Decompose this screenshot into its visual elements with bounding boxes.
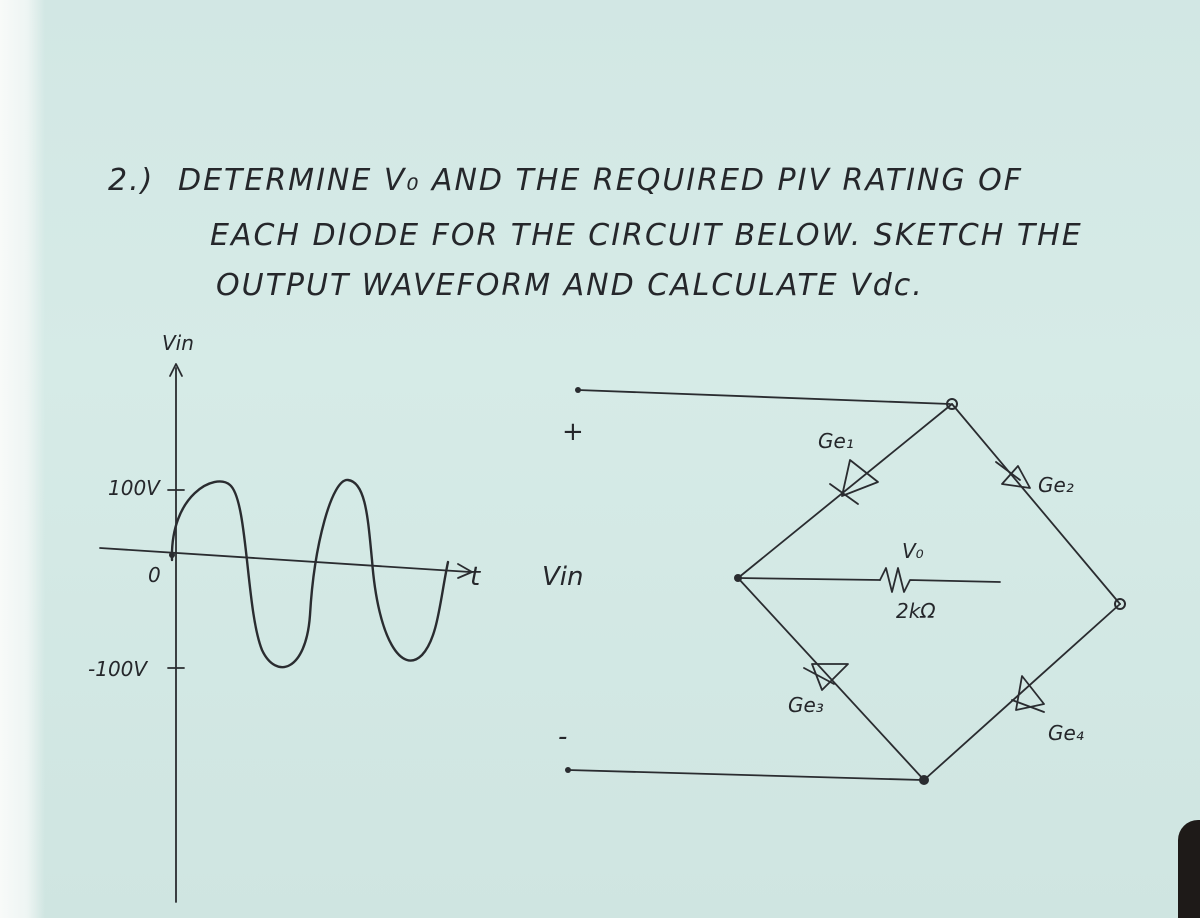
plus-sign: +	[562, 417, 584, 447]
diode-ge4-label: Ge₄	[1048, 721, 1084, 745]
sine-waveform	[172, 480, 448, 667]
thumb-shadow	[1178, 820, 1200, 918]
input-terminals	[542, 387, 950, 780]
problem-line-2: EACH DIODE FOR THE CIRCUIT BELOW. SKETCH THE	[210, 218, 1083, 253]
node-bottom	[919, 775, 929, 785]
diode-ge2-icon	[996, 462, 1030, 488]
vin-label: Vin	[542, 562, 584, 592]
diode-ge2-label: Ge₂	[1038, 473, 1074, 497]
tick-label-zero: 0	[148, 563, 161, 587]
bridge-rectifier	[734, 399, 1125, 785]
wire-to-resistor	[738, 578, 880, 580]
diode-ge4-icon	[1012, 676, 1044, 712]
origin-dot	[169, 552, 175, 558]
bottom-input-wire	[568, 770, 922, 780]
wire-bottom-right	[924, 604, 1120, 780]
tick-label-minus-100v: -100V	[88, 657, 148, 681]
resistor-label: 2kΩ	[896, 599, 936, 623]
diode-ge1-label: Ge₁	[818, 429, 854, 453]
node-left	[734, 574, 742, 582]
bottom-terminal-dot	[565, 767, 571, 773]
minus-sign: -	[558, 722, 568, 752]
diode-ge3-icon	[804, 664, 848, 690]
problem-line-3: OUTPUT WAVEFORM AND CALCULATE Vdc.	[216, 268, 924, 303]
problem-number: 2.)	[108, 163, 155, 198]
tick-label-100v: 100V	[108, 476, 160, 500]
top-terminal-dot	[575, 387, 581, 393]
output-voltage-label: V₀	[902, 539, 924, 563]
input-waveform-graph	[88, 331, 481, 902]
x-axis-label: t	[470, 562, 481, 592]
problem-statement	[108, 163, 1083, 303]
problem-line-1: DETERMINE V₀ AND THE REQUIRED PIV RATING OF	[178, 163, 1024, 198]
y-axis-label: Vin	[162, 331, 194, 355]
resistor-2k	[880, 568, 1000, 592]
top-input-wire	[578, 390, 950, 404]
wire-top-right	[952, 404, 1120, 604]
diode-ge3-label: Ge₃	[788, 693, 824, 717]
